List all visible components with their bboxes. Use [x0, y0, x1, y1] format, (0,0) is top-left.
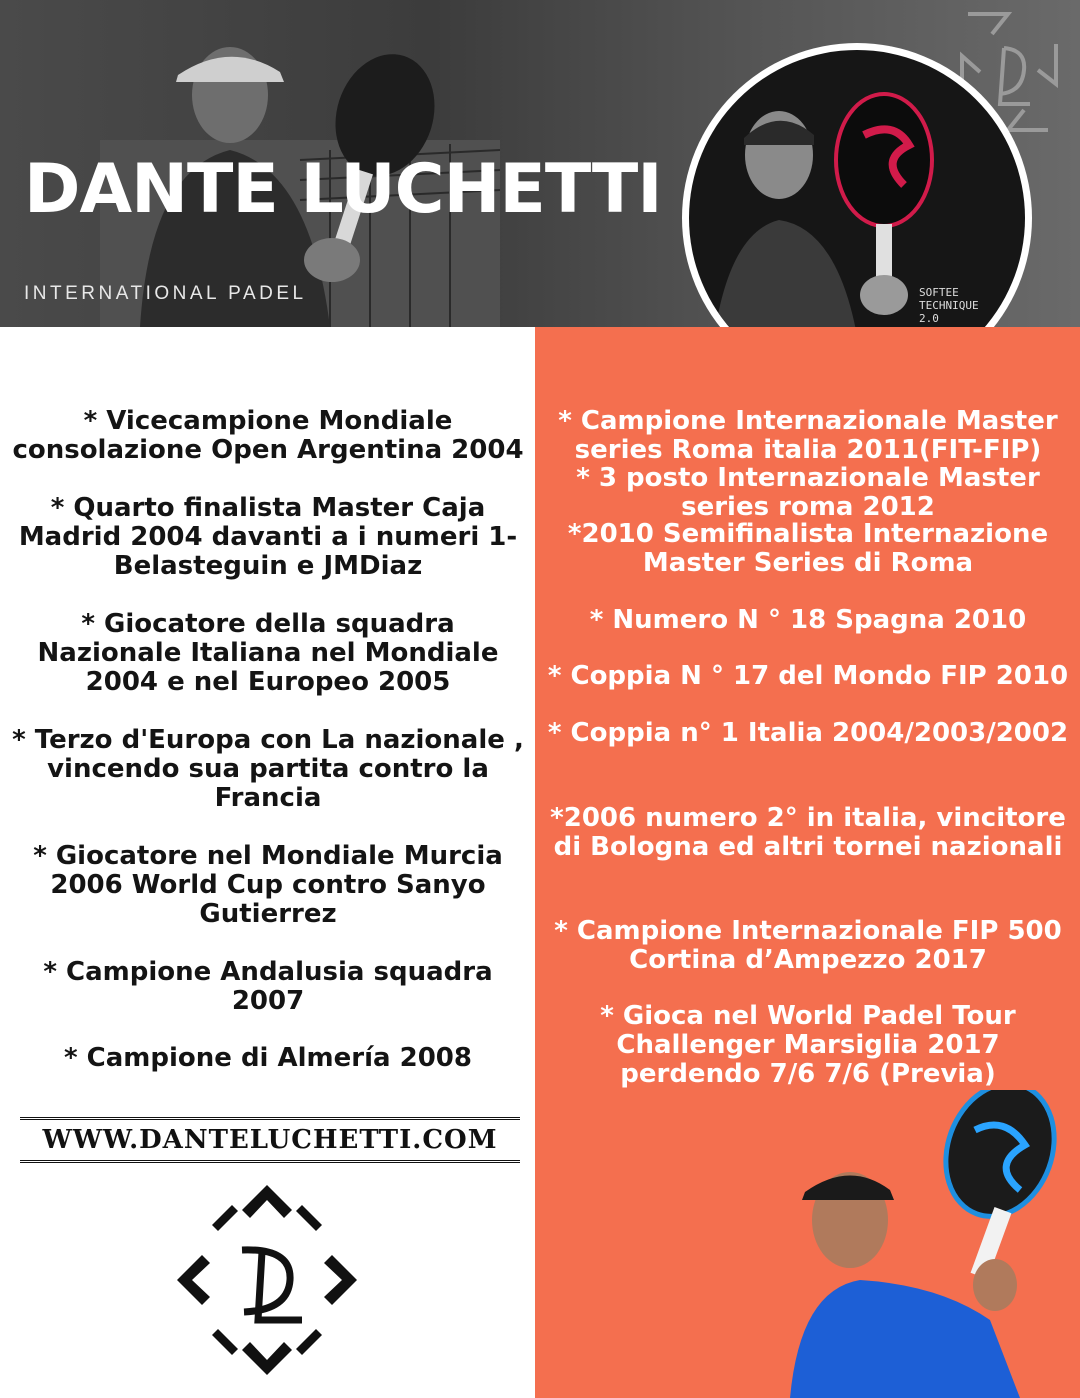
list-item: * Terzo d'Europa con La nazionale , vincendo sua partita contro la Francia [12, 725, 524, 813]
list-item: * Giocatore della squadra Nazionale Italiana nel Mondiale 2004 e nel Europeo 2005 [37, 609, 499, 697]
list-item: *2006 numero 2° in italia, vincitore di Bologna ed altri tornei nazionali [550, 803, 1066, 862]
list-item: * Quarto finalista Master Caja Madrid 2004 davanti a i numeri 1- Belasteguin e JMDiaz [18, 493, 518, 581]
list-item: * Gioca nel World Padel Tour Challenger Marsiglia 2017 perdendo 7/6 7/6 (Previa) [600, 1001, 1016, 1089]
list-item: * Campione Andalusia squadra 2007 [43, 957, 493, 1016]
dl-diamond-logo-icon [172, 1180, 362, 1380]
list-item: * Giocatore nel Mondiale Murcia 2006 World Cup contro Sanyo Gutierrez [33, 841, 503, 929]
list-item: * Numero N ° 18 Spagna 2010 [589, 605, 1027, 635]
page-subtitle: INTERNATIONAL PADEL [24, 283, 307, 304]
list-item: * Campione Internazionale FIP 500 Cortina d’Ampezzo 2017 [554, 916, 1062, 975]
product-name: SOFTEE TECHNIQUE 2.0 [919, 286, 979, 325]
page-title: DANTE LUCHETTI [24, 150, 662, 229]
website-link[interactable]: WWW.DANTELUCHETTI.COM [20, 1117, 520, 1163]
list-item: *2010 Semifinalista Internazione Master Series di Roma [567, 519, 1049, 578]
list-item: * Coppia n° 1 Italia 2004/2003/2002 [547, 718, 1069, 748]
list-item: * Campione di Almería 2008 [64, 1043, 472, 1073]
list-item: * Campione Internazionale Master series Roma italia 2011(FIT-FIP) [558, 406, 1058, 465]
list-item: * 3 posto Internazionale Master series roma 2012 [576, 463, 1040, 522]
list-item: * Vicecampione Mondiale consolazione Open Argentina 2004 [12, 406, 524, 465]
player-photo-bottom [790, 1090, 1080, 1398]
list-item: * Coppia N ° 17 del Mondo FIP 2010 [547, 661, 1069, 691]
